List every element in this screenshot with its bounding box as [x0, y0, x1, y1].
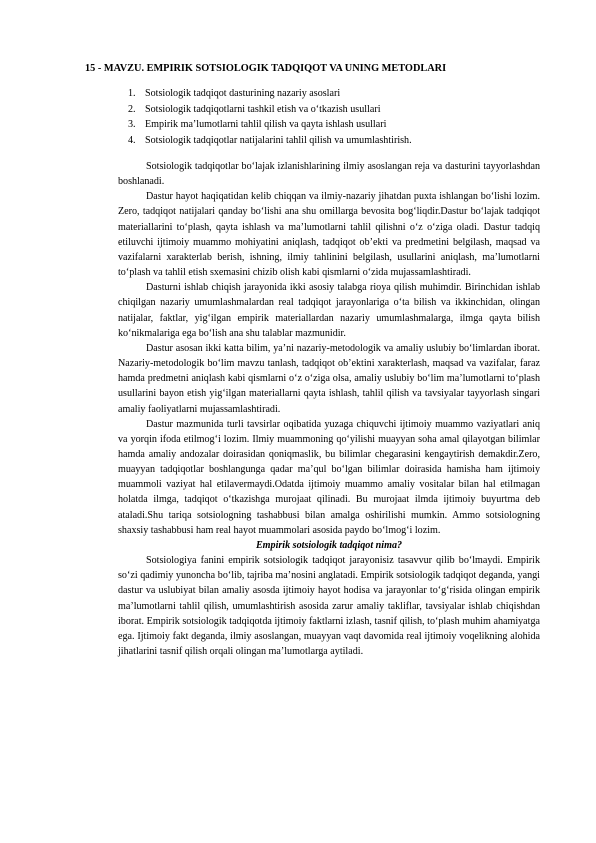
body-paragraph: Dastur hayot haqiqatidan kelib chiqqan va ilmiy-nazariy jihatdan puxta ishlangan boʻlishi lozim. Zero, tadqiqot natijalari qanday boʻlishi ana shu omillarga bevosita bogʻliqdir.Dastur boʻlajak tadqiqot materiallarini toʻplash, qayta ishlash va maʼlumotlarni tahlil qilishni oʻz oʻziga oladi. Dastur tadqiq etiluvchi ijtimoiy muammo mohiyatini aniqlash, tadqiqot obʼekti va predmetini belgilash, maqsad va vazifalarni xarakterlab berish, ishning, ilmiy tahlinini belgilash, usullarini aniqlash, maʼlumotlarni toʻplash va tahlil etish sxemasini chizib olish kabi qismlarni oʻzida mujassamlashtiradi. — [118, 191, 540, 279]
outline-item — [128, 102, 412, 118]
outline-item-number: 1. — [128, 88, 136, 99]
outline-item-text: Empirik maʼlumotlarni tahlil qilish va qayta ishlash usullari — [145, 119, 387, 131]
outline-item-text: Sotsiologik tadqiqotlarni tashkil etish va oʻtkazish usullari — [145, 103, 381, 115]
body-paragraph: Dastur mazmunida turli tavsirlar oqibatida yuzaga chiquvchi ijtimoiy muammo vaziyatlari aniq va yorqin ifoda etilmogʻi lozim. Ilmiy muammoning qoʻyilishi muayyan soha amal qilayotgan bilimlar hamda amaliy andozalar doirasidan qoniqmaslik, bu bilimlar chegarasini kengaytirish demakdir.Zero, muayyan tadqiqotlar boshlangunga qadar maʼqul boʻlgan bilimlar doirasida hamisha ham ijtimoiy muammoli vaziyat hal etilavermaydi.Odatda ijtimoiy muammo amaliy vositalar bilan hal etilmagan holatda ilmga, tadqiqot oʻtkazishga murojaat qilinadi. Bu murojaat ilmda ijtimoiy buyurtma deb ataladi.Shu tariqa sotsiologning tashabbusi bilan amalga oshirilishi mumkin. Ammo sotsiologning shaxsiy tashabbusi ham real hayot muammolari asosida paydo boʻlmogʻi lozim. — [118, 418, 540, 536]
body-paragraph: Sotsiologiya fanini empirik sotsiologik tadqiqot jarayonisiz tasavvur qilib boʻlmaydi. Empirik soʻzi qadimiy yunoncha boʻlib, tajriba maʼnosini anglatadi. Empirik sotsiologik tadqiqot deganda, yangi dastur va uslubiyat bilan amaliy asosda ijtimoiy hayot hodisa va jarayonlar toʻgʻrisida olingan empirik maʼlumotlarni tahlil qilish, umumlashtirish asosida zarur amaliy takliflar, tavsiyalar ishlab chiqishdan iborat. Empirik sotsiologik tadqiqotda ijtimoiy faktlarni izlash, tasnif qilish, toʻplash muhim ahamiyatga ega. Ijtimoiy fakt deganda, ilmiy asoslangan, muayyan vaqt davomida real ijtimoiy voqelikning alohida jihatlarini tasnif qilish orqali olingan maʼlumotlarga aytiladi. — [118, 555, 540, 657]
outline-item — [128, 117, 412, 133]
body-paragraph: Dastur asosan ikki katta bilim, yaʼni nazariy-metodologik va amaliy uslubiy boʻlimlardan iborat. Nazariy-metodologik boʻlim mavzu tanlash, tadqiqot obʼektini xarakterlash, maqsad va vazifalar, faraz hamda predmetni aniqlash kabi qismlarni oʻz oʻziga olsa, amaliy uslubiy boʻlim maʼlumotlarni toʻplash usullarini bayon etish yigʻilgan materiallarni qayta ishlash, tahlil qilish va tavsiyalar tayyorlash singari amaliy faoliyatlarni mujassamlashtiradi. — [118, 342, 540, 415]
outline-item-number: 4. — [128, 134, 136, 146]
outline-item — [128, 133, 412, 149]
outline-list — [128, 86, 412, 148]
outline-item-number: 2. — [128, 103, 136, 115]
document-body — [118, 159, 540, 659]
document-title: 15 - MAVZU. EMPIRIK SOTSIOLOGIK TADQIQOT VA UNING METODLARI — [85, 63, 447, 74]
outline-item-number: 3. — [128, 119, 136, 131]
outline-item — [128, 86, 412, 102]
outline-item-text: Sotsiologik tadqiqot dasturining nazariy asoslari — [145, 88, 341, 99]
body-paragraph: Dasturni ishlab chiqish jarayonida ikki asosiy talabga rioya qilish muhimdir. Birinchidan ishlab chiqilgan nazariy umumlashmalardan real tadqiqot jarayonlariga oʻta bilish va ikkinchidan, olingan natijalar, faktlar, yigʻilgan empirik materiallardan nazariy umumlashmalarga, ilmga qayta bilish koʻnikmalariga ega boʻlish ana shu talablar mazmunidir. — [118, 282, 540, 339]
body-paragraph: Sotsiologik tadqiqotlar boʻlajak izlanishlarining ilmiy asoslangan reja va dasturini tayyorlashdan boshlanadi. — [118, 161, 540, 188]
section-subheading: Empirik sotsiologik tadqiqot nima? — [255, 539, 403, 551]
outline-item-text: Sotsiologik tadqiqotlar natijalarini tahlil qilish va umumlashtirish. — [145, 134, 412, 146]
